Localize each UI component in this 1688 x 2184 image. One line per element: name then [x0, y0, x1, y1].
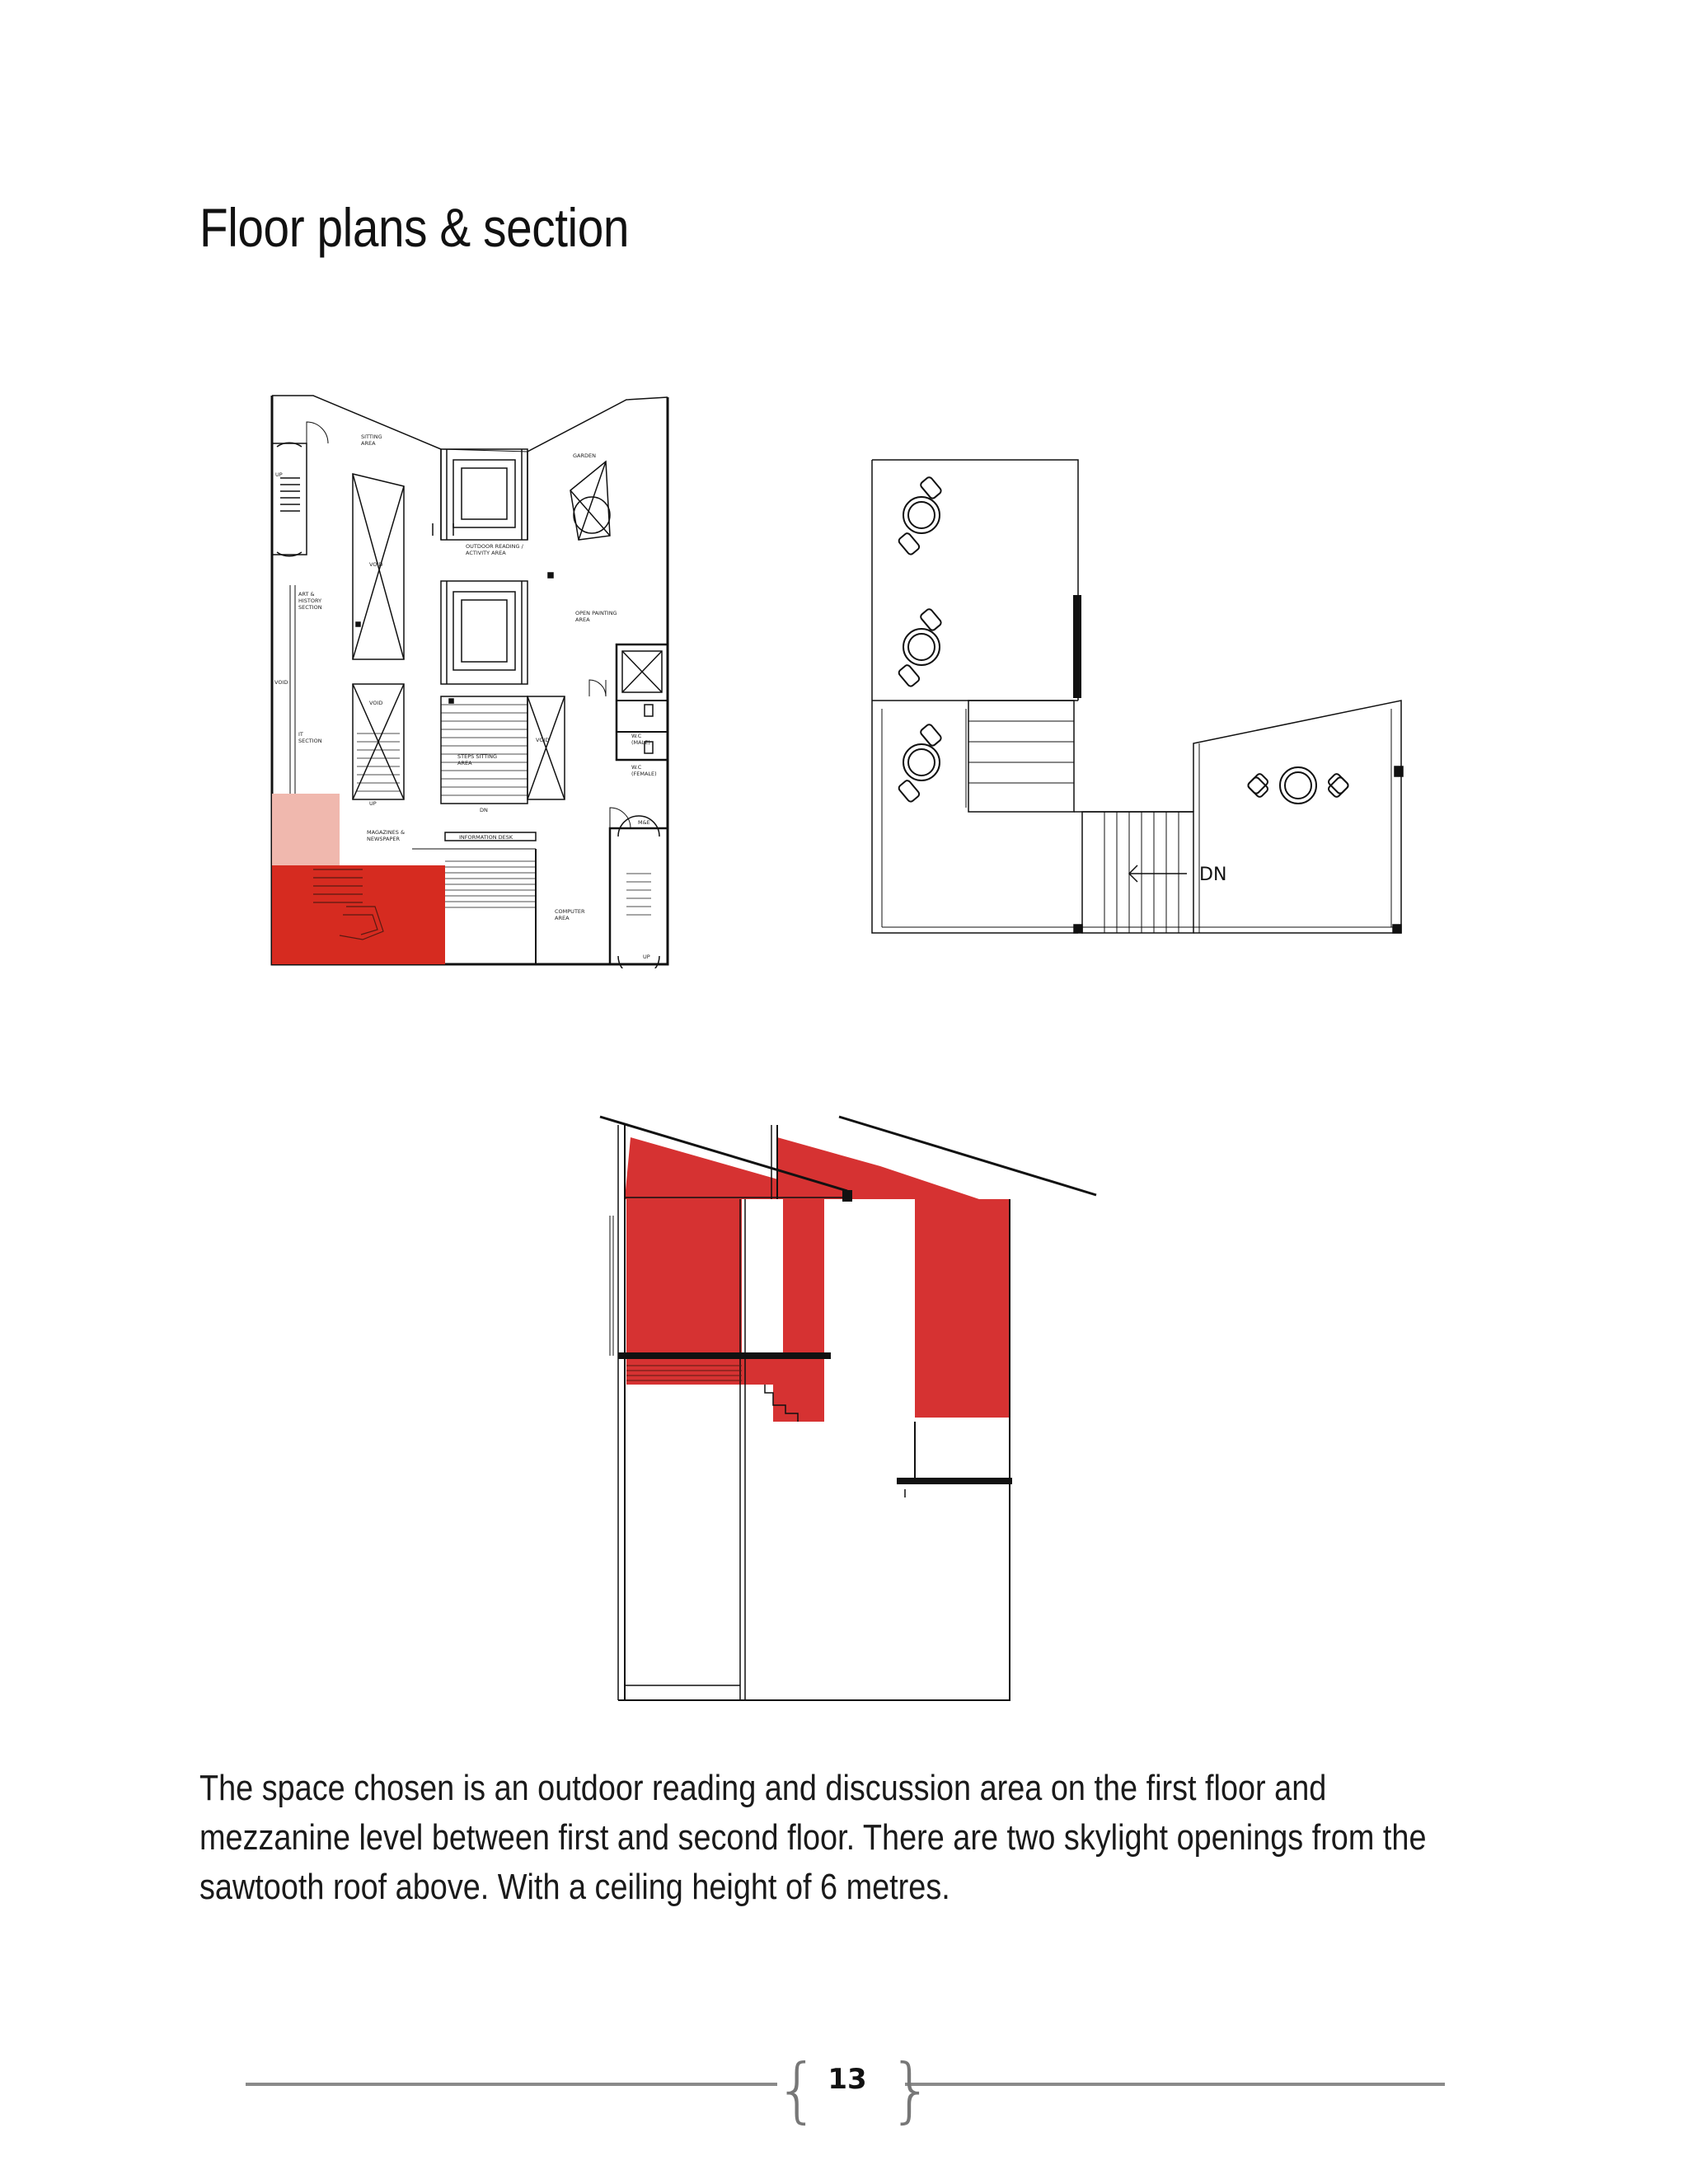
label-void-1: VOID — [369, 561, 383, 568]
svg-text:HISTORY: HISTORY — [298, 598, 322, 604]
label-wc-female: W.C — [631, 764, 642, 771]
page-number-bracket-left: { — [775, 2049, 820, 2131]
label-garden: GARDEN — [573, 452, 596, 459]
caption-paragraph — [199, 1764, 1427, 1912]
svg-text:AREA: AREA — [457, 760, 472, 766]
label-mezz-dn: DN — [1199, 865, 1227, 885]
label-void-4: VOID — [274, 679, 288, 686]
svg-text:ACTIVITY AREA: ACTIVITY AREA — [466, 550, 506, 556]
label-up-2: UP — [369, 800, 377, 807]
label-void-3: VOID — [536, 737, 550, 743]
svg-text:AREA: AREA — [361, 440, 376, 447]
table-set-3 — [898, 724, 942, 804]
first-floor-plan — [264, 387, 692, 968]
label-outdoor-reading: OUTDOOR READING / — [466, 543, 523, 550]
building-section — [592, 1108, 1103, 1706]
svg-text:AREA: AREA — [555, 915, 570, 921]
svg-text:AREA: AREA — [575, 616, 590, 623]
label-void-2: VOID — [369, 700, 383, 706]
label-art-history: ART & — [298, 591, 315, 598]
label-up-3: UP — [643, 954, 650, 960]
highlight-pink-zone — [272, 794, 340, 865]
label-computer-area: COMPUTER — [555, 908, 585, 915]
label-wc-male: W.C — [631, 733, 642, 739]
label-up-1: UP — [275, 471, 283, 478]
svg-text:NEWSPAPER: NEWSPAPER — [367, 836, 401, 842]
table-set-2 — [898, 608, 942, 688]
section-red-volume — [625, 1137, 1010, 1422]
mezzanine-plan — [865, 453, 1414, 940]
label-it-section: IT — [298, 731, 303, 738]
label-dn: DN — [480, 807, 488, 813]
caption-line-2: mezzanine level between first and second floor. There are two skylight openings from the — [199, 1817, 1427, 1858]
page-number-bracket-right: } — [889, 2049, 934, 2131]
label-me: M&E — [638, 819, 650, 826]
caption-line-1: The space chosen is an outdoor reading and discussion area on the first floor and — [199, 1768, 1327, 1808]
caption-line-3: sawtooth roof above. With a ceiling height of 6 metres. — [199, 1867, 950, 1907]
label-steps-sitting: STEPS SITTING — [457, 753, 498, 760]
svg-text:SECTION: SECTION — [298, 604, 322, 611]
label-information-desk: INFORMATION DESK — [459, 834, 513, 841]
svg-text:(MALE): (MALE) — [631, 739, 650, 746]
footer-rule-right — [905, 2083, 1445, 2086]
page-title: Floor plans & section — [199, 197, 629, 258]
label-magazines: MAGAZINES & — [367, 829, 406, 836]
svg-text:(FEMALE): (FEMALE) — [631, 771, 657, 777]
table-set-1 — [898, 476, 942, 556]
label-sitting-area: SITTING — [361, 434, 382, 440]
svg-text:SECTION: SECTION — [298, 738, 322, 744]
page-number: 13 — [828, 2063, 867, 2096]
table-set-4 — [1247, 767, 1349, 804]
footer-rule-left — [246, 2083, 777, 2086]
label-open-painting: OPEN PAINTING — [575, 610, 617, 616]
